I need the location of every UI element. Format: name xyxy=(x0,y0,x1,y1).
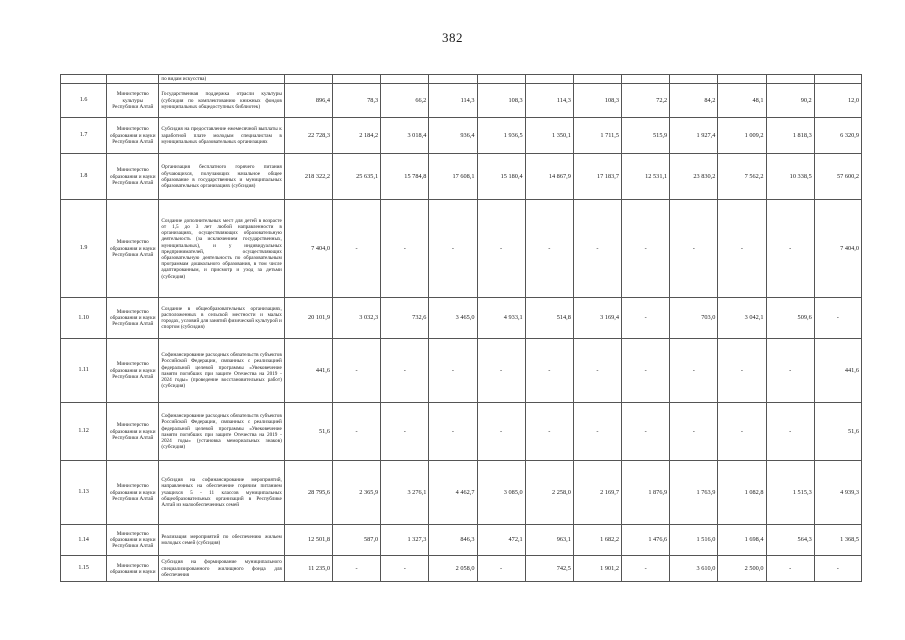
cell-value: 84,2 xyxy=(670,84,718,118)
cell-value: 441,6 xyxy=(814,339,861,403)
cell-value: 90,2 xyxy=(766,84,814,118)
cell-value: 1 516,0 xyxy=(670,525,718,556)
cell-value: - xyxy=(429,339,477,403)
cell-value: 1 682,2 xyxy=(573,525,621,556)
cell-value: 1 711,5 xyxy=(573,118,621,154)
cell-value: 3 465,0 xyxy=(429,298,477,339)
cell-value: - xyxy=(622,200,670,298)
cell-value: 1 876,9 xyxy=(622,461,670,525)
cell-value: 2 169,7 xyxy=(573,461,621,525)
cell-ministry: Министерство образования и науки Республики Алтай xyxy=(107,403,159,461)
cell-description: по видам искусства) xyxy=(159,75,284,84)
cell-number: 1.12 xyxy=(61,403,107,461)
table-row xyxy=(61,154,862,200)
cell-value: 108,3 xyxy=(573,84,621,118)
cell-value: - xyxy=(814,556,861,582)
cell-total: 51,6 xyxy=(284,403,332,461)
cell-description: Государственная поддержка отрасли культуры (субсидия по комплектованию книжных фондов муниципальных общедоступных библиотек) xyxy=(159,84,284,118)
cell-description: Субсидия на предоставление ежемесячной выплаты к заработной плате молодым специалистам в муниципальных образовательных организациях xyxy=(159,118,284,154)
cell-value: 1 927,4 xyxy=(670,118,718,154)
cell-value: 936,4 xyxy=(429,118,477,154)
cell-value: - xyxy=(718,200,766,298)
cell-value: 703,0 xyxy=(670,298,718,339)
cell-value: 587,0 xyxy=(333,525,381,556)
cell-number: 1.10 xyxy=(61,298,107,339)
cell-value: - xyxy=(670,403,718,461)
cell-value: 48,1 xyxy=(718,84,766,118)
cell-value: 1 763,9 xyxy=(670,461,718,525)
cell-number: 1.6 xyxy=(61,84,107,118)
cell-number: 1.7 xyxy=(61,118,107,154)
cell-value: - xyxy=(381,200,429,298)
cell-value: 1 082,8 xyxy=(718,461,766,525)
cell-value: 12,0 xyxy=(814,84,861,118)
cell-ministry: Министерство образования и науки Республики Алтай xyxy=(107,118,159,154)
cell-value: 3 032,3 xyxy=(333,298,381,339)
table-row xyxy=(61,298,862,339)
cell-value: 3 085,0 xyxy=(477,461,525,525)
cell-value: 7 562,2 xyxy=(718,154,766,200)
cell-value: 17 608,1 xyxy=(429,154,477,200)
cell-value: 17 183,7 xyxy=(573,154,621,200)
table-row xyxy=(61,118,862,154)
cell-value: 2 058,0 xyxy=(429,556,477,582)
cell-value: - xyxy=(477,556,525,582)
cell-value: 1 818,3 xyxy=(766,118,814,154)
cell-value: 732,6 xyxy=(381,298,429,339)
cell-value: 509,6 xyxy=(766,298,814,339)
cell-value: 1 009,2 xyxy=(718,118,766,154)
table-row xyxy=(61,525,862,556)
cell-total: 7 404,0 xyxy=(284,200,332,298)
cell-ministry: Министерство образования и науки Республики Алтай xyxy=(107,339,159,403)
cell-total: 20 101,9 xyxy=(284,298,332,339)
cell-number: 1.15 xyxy=(61,556,107,582)
cell-value: 114,3 xyxy=(525,84,573,118)
budget-table-body xyxy=(61,75,862,582)
cell-value: - xyxy=(333,403,381,461)
cell-value: 1 936,5 xyxy=(477,118,525,154)
table-row-continuation xyxy=(61,75,862,84)
cell-total: 28 795,6 xyxy=(284,461,332,525)
table-row xyxy=(61,200,862,298)
cell-description: Создание в общеобразовательных организациях, расположенных в сельской местности и малых городах, условий для занятий физической культурой и спортом (субсидия) xyxy=(159,298,284,339)
cell-number: 1.8 xyxy=(61,154,107,200)
cell-value: - xyxy=(718,339,766,403)
cell-ministry: Министерство образования и науки xyxy=(107,556,159,582)
cell-value: - xyxy=(766,556,814,582)
cell-value: 3 018,4 xyxy=(381,118,429,154)
cell-ministry: Министерство образования и науки Республики Алтай xyxy=(107,200,159,298)
cell-value: 3 276,1 xyxy=(381,461,429,525)
cell-ministry: Министерство образования и науки Республики Алтай xyxy=(107,154,159,200)
cell-value: - xyxy=(622,339,670,403)
cell-value: - xyxy=(333,556,381,582)
cell-value: - xyxy=(622,556,670,582)
cell-total: 11 235,0 xyxy=(284,556,332,582)
cell-value: - xyxy=(525,403,573,461)
cell-value: - xyxy=(573,339,621,403)
cell-value: 114,3 xyxy=(429,84,477,118)
cell-value: - xyxy=(381,339,429,403)
cell-value: 51,6 xyxy=(814,403,861,461)
cell-value: 2 500,0 xyxy=(718,556,766,582)
cell-value: 846,3 xyxy=(429,525,477,556)
cell-value: 564,3 xyxy=(766,525,814,556)
cell-value: 10 338,5 xyxy=(766,154,814,200)
cell-value: 3 169,4 xyxy=(573,298,621,339)
cell-total: 218 322,2 xyxy=(284,154,332,200)
cell-value: 1 515,3 xyxy=(766,461,814,525)
cell-description: Софинансирование расходных обязательств субъектов Российской Федерации, связанных с реализацией федеральной целевой программы «Увековечение памяти погибших при защите Отечества на 2019 - 2024 годы» (проведение восстановительных работ) (субсидия) xyxy=(159,339,284,403)
cell-ministry: Министерство образования и науки Республики Алтай xyxy=(107,298,159,339)
cell-value: - xyxy=(525,339,573,403)
cell-value: 514,8 xyxy=(525,298,573,339)
cell-value: - xyxy=(670,339,718,403)
cell-value: 1 901,2 xyxy=(573,556,621,582)
cell-value: 57 600,2 xyxy=(814,154,861,200)
cell-number: 1.14 xyxy=(61,525,107,556)
cell-value: 2 184,2 xyxy=(333,118,381,154)
cell-value: 14 867,9 xyxy=(525,154,573,200)
cell-value: - xyxy=(573,403,621,461)
cell-ministry: Министерство образования и науки Республики Алтай xyxy=(107,461,159,525)
cell-value: - xyxy=(477,200,525,298)
cell-description: Организация бесплатного горячего питания обучающихся, получающих начальное общее образование в государственных и муниципальных образовательных организациях (субсидия) xyxy=(159,154,284,200)
cell-value: 15 180,4 xyxy=(477,154,525,200)
cell-value: 15 784,8 xyxy=(381,154,429,200)
cell-value: 1 327,3 xyxy=(381,525,429,556)
cell-value: 2 258,0 xyxy=(525,461,573,525)
cell-value: - xyxy=(333,200,381,298)
cell-total: 441,6 xyxy=(284,339,332,403)
cell-value: 7 404,0 xyxy=(814,200,861,298)
cell-description: Создание дополнительных мест для детей в возрасте от 1,5 до 3 лет любой направленности в организациях, осуществляющих образовательную деятельность (за исключением государственных, муниципальных), и у индивидуальных предпринимателей, осуществляющих образовательную деятельность по образовательным программам дошкольного образования, в том числе адаптированным, и присмотр и уход за детьми (субсидия) xyxy=(159,200,284,298)
cell-value: 1 350,1 xyxy=(525,118,573,154)
cell-value: - xyxy=(622,403,670,461)
cell-total: 896,4 xyxy=(284,84,332,118)
cell-description: Субсидия на формирование муниципального специализированного жилищного фонда для обеспечения xyxy=(159,556,284,582)
cell-value: 72,2 xyxy=(622,84,670,118)
table-row xyxy=(61,461,862,525)
cell-value: - xyxy=(718,403,766,461)
cell-value: - xyxy=(814,298,861,339)
cell-value: - xyxy=(525,200,573,298)
cell-value: - xyxy=(670,200,718,298)
cell-value: - xyxy=(573,200,621,298)
cell-value: 12 531,1 xyxy=(622,154,670,200)
cell-value: 4 462,7 xyxy=(429,461,477,525)
table-row xyxy=(61,556,862,582)
cell-ministry: Министерство культуры Республики Алтай xyxy=(107,84,159,118)
cell-number xyxy=(61,75,107,84)
cell-value: - xyxy=(622,298,670,339)
table-row xyxy=(61,84,862,118)
cell-value: - xyxy=(766,339,814,403)
cell-value: 6 320,9 xyxy=(814,118,861,154)
table-row xyxy=(61,339,862,403)
cell-value: - xyxy=(381,403,429,461)
cell-total: 22 728,3 xyxy=(284,118,332,154)
cell-ministry xyxy=(107,75,159,84)
cell-value: 108,3 xyxy=(477,84,525,118)
cell-value: 3 610,0 xyxy=(670,556,718,582)
cell-description: Софинансирование расходных обязательств субъектов Российской Федерации, связанных с реализацией федеральной целевой программы «Увековечение памяти погибших при защите Отечества на 2019 - 2024 годы» (установка мемориальных знаков) (субсидия) xyxy=(159,403,284,461)
cell-value: 742,5 xyxy=(525,556,573,582)
cell-value: 66,2 xyxy=(381,84,429,118)
cell-value: 2 365,9 xyxy=(333,461,381,525)
cell-ministry: Министерство образования и науки Республики Алтай xyxy=(107,525,159,556)
cell-value: 23 830,2 xyxy=(670,154,718,200)
cell-value: 1 698,4 xyxy=(718,525,766,556)
cell-value: - xyxy=(477,403,525,461)
budget-table xyxy=(60,74,862,582)
cell-description: Реализация мероприятий по обеспечению жильем молодых семей (субсидия) xyxy=(159,525,284,556)
cell-value: 78,3 xyxy=(333,84,381,118)
cell-value: - xyxy=(766,200,814,298)
cell-total: 12 501,8 xyxy=(284,525,332,556)
cell-value: - xyxy=(766,403,814,461)
cell-value: 963,1 xyxy=(525,525,573,556)
cell-value: 1 476,6 xyxy=(622,525,670,556)
page-number: 382 xyxy=(442,30,463,45)
cell-value: 472,1 xyxy=(477,525,525,556)
cell-value: - xyxy=(429,200,477,298)
cell-value: 4 933,1 xyxy=(477,298,525,339)
cell-value: 1 368,5 xyxy=(814,525,861,556)
cell-value: 25 635,1 xyxy=(333,154,381,200)
cell-value: - xyxy=(333,339,381,403)
cell-number: 1.13 xyxy=(61,461,107,525)
cell-value: 515,9 xyxy=(622,118,670,154)
table-row xyxy=(61,403,862,461)
cell-description: Субсидия на софинансирование мероприятий, направленных на обеспечение горячим питанием учащихся 5 - 11 классов муниципальных общеобразовательных организаций в Республике Алтай из малообеспеченных семей xyxy=(159,461,284,525)
cell-value: - xyxy=(381,556,429,582)
cell-value: 4 939,3 xyxy=(814,461,861,525)
cell-value: 3 042,1 xyxy=(718,298,766,339)
cell-value: - xyxy=(429,403,477,461)
cell-number: 1.9 xyxy=(61,200,107,298)
cell-value: - xyxy=(477,339,525,403)
cell-number: 1.11 xyxy=(61,339,107,403)
